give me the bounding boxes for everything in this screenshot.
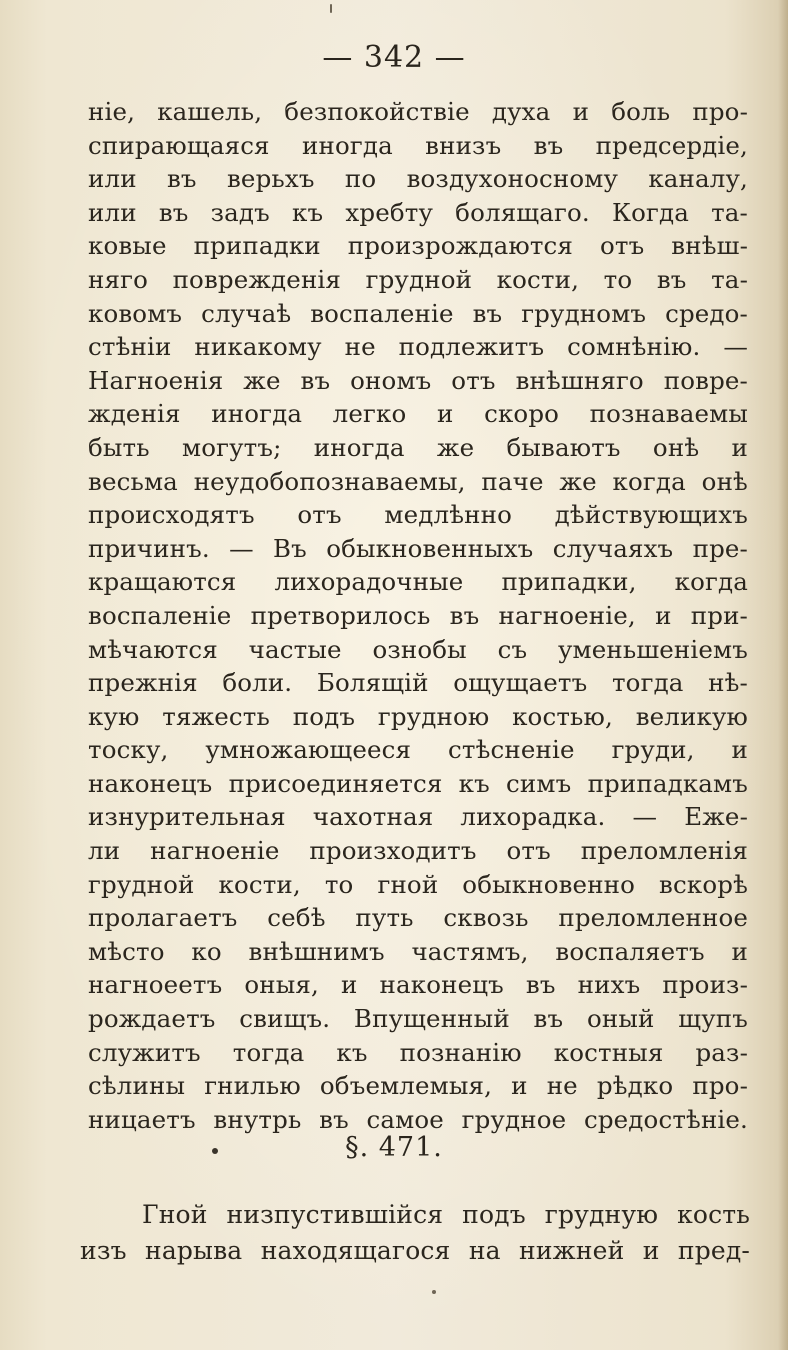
text-line: стѣніи никакому не подлежитъ сомнѣнію. — — [88, 332, 748, 362]
text-line: ніе, кашель, безпокойствіе духа и боль про- — [88, 97, 748, 126]
text-line: весьма неудобопознаваемы, паче же когда онѣ — [88, 466, 748, 496]
text-line: причинъ. — Въ обыкновенныхъ случаяхъ пре- — [88, 533, 748, 563]
text-line: рождаетъ свищъ. Впущенный въ оный щупъ — [88, 1004, 748, 1034]
text-line: тоску, умножающееся стѣсненіе груди, и — [88, 735, 748, 765]
text-line: няго поврежденія грудной кости, то въ та- — [88, 264, 748, 294]
text-line: спирающаяся иногда внизъ въ предсердіе, — [88, 130, 748, 160]
text-line: грудной кости, то гной обыкновенно вскорѣ — [88, 869, 748, 899]
text-line: жденія иногда легко и скоро познаваемы — [88, 399, 748, 429]
main-paragraph — [88, 95, 748, 1136]
text-line: ницаетъ внутрь въ самое грудное средостѣніе. — [88, 1104, 748, 1134]
text-line: изнурительная чахотная лихорадка. — Еже- — [88, 802, 748, 832]
text-line: или въ верьхъ по воздухоносному каналу, — [88, 164, 748, 194]
text-line: воспаленіе претворилось въ нагноеніе, и при- — [88, 600, 748, 630]
text-line: кую тяжесть подъ грудною костью, великую — [88, 701, 748, 731]
text-line: мѣчаются частые ознобы съ уменьшеніемъ — [88, 634, 748, 664]
text-line: нагноеетъ оныя, и наконецъ въ нихъ произ- — [88, 970, 748, 1000]
text-line: Гной низпустившійся подъ грудную кость — [142, 1200, 750, 1229]
page-number: — 342 — — [322, 40, 466, 75]
text-line: быть могутъ; иногда же бываютъ онѣ и — [88, 432, 748, 462]
text-line: ковые припадки произрождаются отъ внѣш- — [88, 231, 748, 261]
text-line: служитъ тогда къ познанію костныя раз- — [88, 1037, 748, 1067]
text-line: изъ нарыва находящагося на нижней и пред- — [80, 1236, 750, 1265]
text-line: пролагаетъ себѣ путь сквозь преломленное — [88, 903, 748, 933]
ink-speck — [432, 1290, 436, 1294]
text-line: или въ задъ къ хребту болящаго. Когда та- — [88, 197, 748, 227]
text-line: ковомъ случаѣ воспаленіе въ грудномъ средо- — [88, 298, 748, 328]
text-line: наконецъ присоединяется къ симъ припадкамъ — [88, 768, 748, 798]
text-line: ли нагноеніе произходитъ отъ преломленія — [88, 836, 748, 866]
text-line: прежнія боли. Болящій ощущаетъ тогда нѣ- — [88, 668, 748, 698]
text-line: кращаются лихорадочные припадки, когда — [88, 567, 748, 597]
section-heading: §. 471. — [345, 1132, 443, 1163]
text-line: происходятъ отъ медлѣнно дѣйствующихъ — [88, 500, 748, 530]
text-line: мѣсто ко внѣшнимъ частямъ, воспаляетъ и — [88, 936, 748, 966]
text-line: Нагноенія же въ ономъ отъ внѣшняго повре- — [88, 365, 748, 395]
ink-speck — [330, 4, 332, 13]
text-line: сѣлины гнилью объемлемыя, и не рѣдко про- — [88, 1071, 748, 1101]
next-paragraph — [80, 1197, 750, 1269]
